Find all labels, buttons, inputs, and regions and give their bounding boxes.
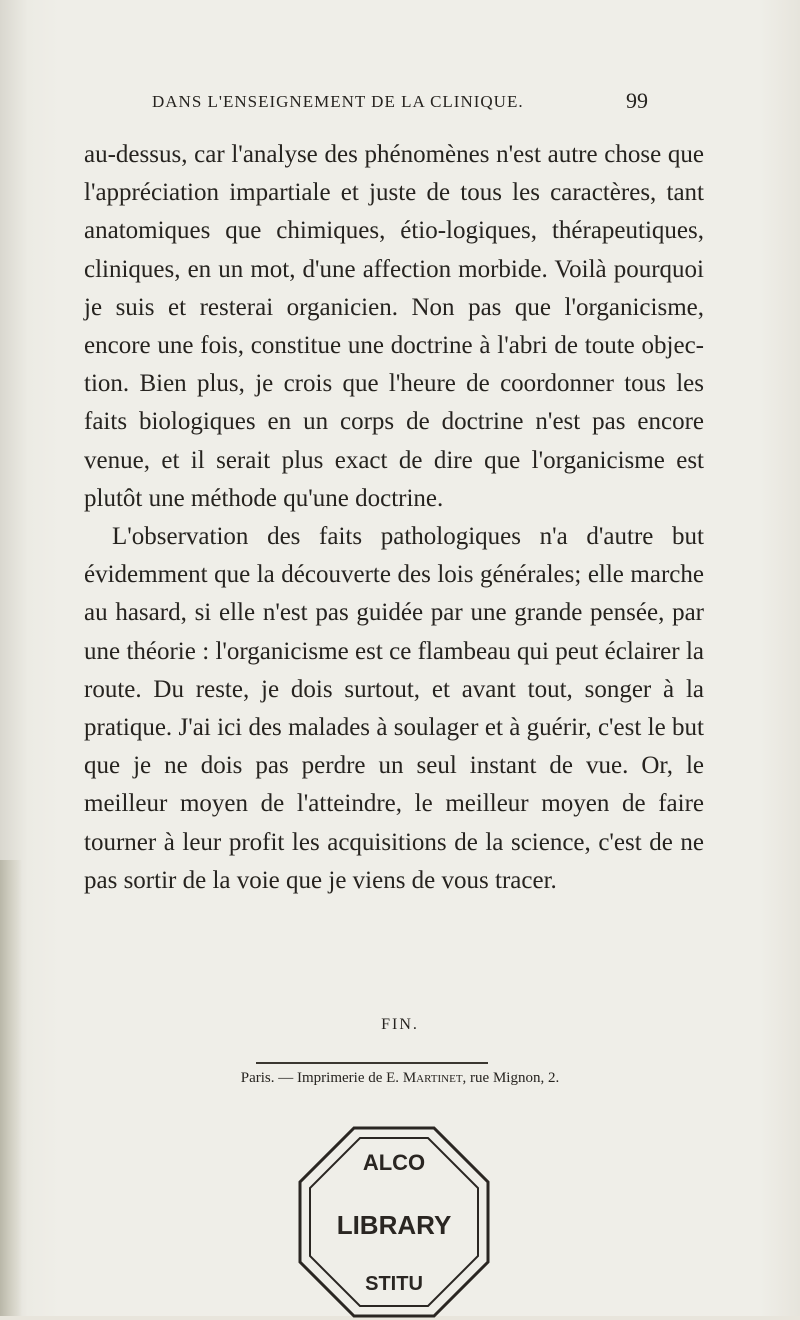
divider-rule xyxy=(256,1062,488,1064)
running-head-title: DANS L'ENSEIGNEMENT DE LA CLINIQUE. xyxy=(152,92,524,111)
imprint-printer: Martinet xyxy=(402,1070,463,1086)
stamp-top-text: ALCO xyxy=(362,1150,426,1175)
imprint-suffix: , rue Mignon, 2. xyxy=(462,1070,560,1086)
stamp-bottom-text: STITU xyxy=(365,1273,423,1295)
paragraph-2: L'observation des faits pathologiques n'a d'autre but évidemment que la découverte des lois générales; elle marche au hasard, si elle n'est pas guidée par une grande pensée, par une théorie : l'organicisme est ce flambeau qui peut éclairer la route. Du reste, je dois surtout, et avant tout, songer à la pratique. J'ai ici des malades à soulager et à guérir, c'est le but que je ne dois pas perdre un seul instant de vue. Or, le meilleur moyen de l'atteindre, le meilleur moyen de faire tourner à leur profit les acquisitions de la science, c'est de ne pas sortir de la voie que je viens de vous tracer. xyxy=(84,523,704,894)
page-edge-shadow xyxy=(0,860,22,1316)
imprint-prefix: Paris. — Imprimerie de E. xyxy=(240,1070,403,1086)
printer-imprint xyxy=(0,1070,800,1087)
page-number: 99 xyxy=(626,88,648,113)
paragraph-1: au-dessus, car l'analyse des phénomènes n'est autre chose que l'appréciation impartiale et juste de tous les caractères, tant anatomiques que chimiques, étio-logiques, thérapeutiques, cliniques, en un mot, d'une affection morbide. Voilà pourquoi je suis et resterai organicien. Non pas que l'organicisme, encore une fois, constitue une doctrine à l'abri de toute objec-tion. Bien plus, je crois que l'heure de coordonner tous les faits biologiques en un corps de doctrine n'est pas encore venue, et il serait plus exact de dire que l'organicisme est plutôt une méthode qu'une doctrine. xyxy=(84,141,704,512)
stamp-center-text: LIBRARY xyxy=(336,1210,452,1240)
end-mark: FIN. xyxy=(381,1016,419,1033)
body-text xyxy=(84,136,704,900)
library-stamp xyxy=(296,1124,492,1320)
